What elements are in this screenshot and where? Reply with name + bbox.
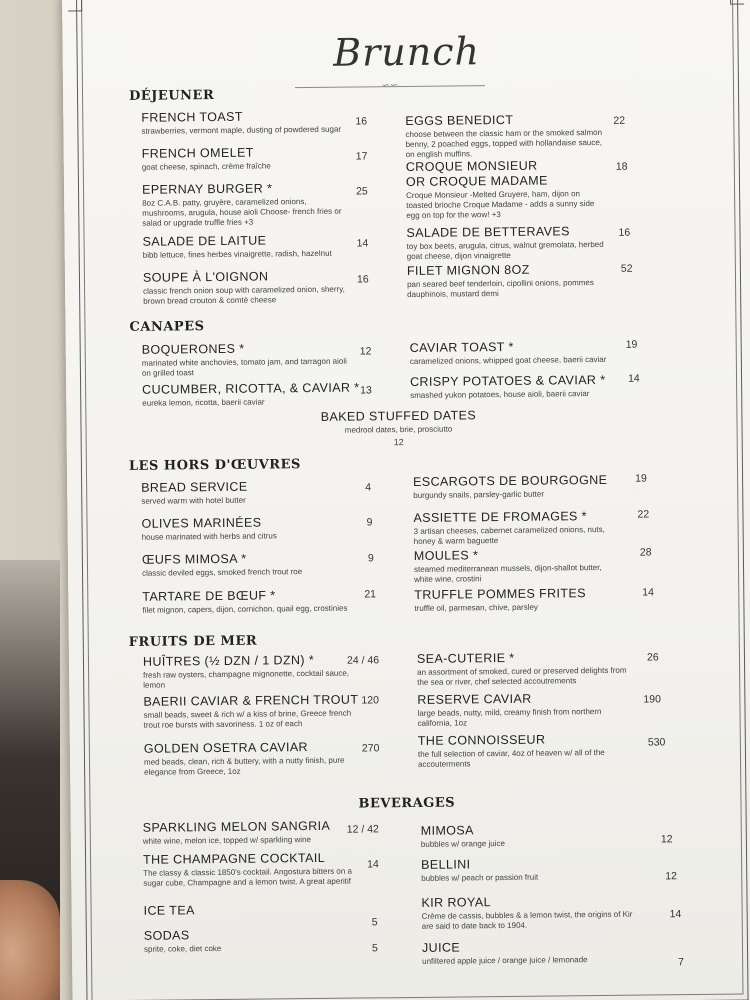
item-price: 14 — [627, 372, 640, 385]
item-name: ASSIETTE DE FROMAGES * — [413, 509, 587, 525]
menu-item — [142, 587, 372, 615]
item-desc: choose between the classic ham or the smoked salmon benny, 2 poached eggs, topped with hollandaise sauce, on english muffins. — [405, 127, 603, 160]
item-name: BREAD SERVICE — [141, 479, 248, 495]
item-name: FRENCH TOAST — [141, 109, 243, 125]
item-name: EGGS BENEDICT — [405, 112, 514, 129]
item-price: 14 — [669, 908, 682, 921]
menu-item — [142, 380, 372, 408]
item-price: 19 — [635, 472, 647, 485]
menu-item — [143, 652, 373, 690]
item-price: 12 — [665, 870, 678, 883]
item-price: 28 — [639, 546, 652, 559]
item-desc: sprite, coke, diet coke — [143, 943, 222, 954]
item-desc: bubbles w/ peach or passion fruit — [421, 872, 539, 883]
item-name: EPERNAY BURGER * — [141, 181, 273, 197]
item-desc: fresh raw oysters, champagne mignonette, cocktail sauce, lemon — [143, 668, 350, 690]
item-name: FILET MIGNON 8OZ — [406, 262, 530, 279]
item-name: CRISPY POTATOES & CAVIAR * — [409, 372, 606, 389]
item-desc: medrool dates, brie, prosciutto — [344, 424, 453, 435]
menu-item — [141, 478, 371, 506]
hand — [0, 880, 60, 1000]
item-desc: burgundy snails, parsley-garlic butter — [413, 489, 545, 500]
item-desc: white wine, melon ice, topped w/ sparkling wine — [142, 835, 311, 846]
item-price: 16 — [356, 273, 369, 286]
menu-item — [142, 180, 372, 228]
item-price: 22 — [637, 508, 650, 521]
menu-item — [142, 550, 372, 578]
item-name: TARTARE DE BŒUF * — [142, 588, 276, 604]
item-name: MOULES * — [413, 548, 479, 563]
menu-item — [405, 112, 635, 160]
item-name: SODAS — [143, 928, 190, 943]
section-beverages: BEVERAGES — [358, 795, 456, 812]
item-price: 270 — [361, 742, 380, 755]
item-name: SEA-CUTERIE * — [416, 650, 515, 666]
menu-item — [141, 108, 371, 136]
item-name: SPARKLING MELON SANGRIA — [142, 818, 331, 835]
item-name: ESCARGOTS DE BOURGOGNE — [413, 472, 608, 489]
menu-item — [142, 144, 372, 172]
item-desc: pan seared beef tenderloin, cipollini onions, pommes dauphinois, mustard demi — [406, 278, 594, 300]
item-desc: toy box beets, arugula, citrus, walnut gremolata, herbed goat cheese, dijon vinaigrette — [406, 239, 604, 262]
menu-card — [62, 0, 750, 1000]
item-desc: steamed mediterranean mussels, dijon-shallot butter, white wine, crostini — [413, 562, 602, 584]
item-name: THE CHAMPAGNE COCKTAIL — [142, 850, 326, 867]
item-desc: Crème de cassis, bubbles & a lemon twist, the origins of Kir are said to date back to 1904. — [421, 909, 633, 931]
section-canapes: CANAPES — [129, 319, 205, 335]
menu-item — [421, 821, 651, 849]
item-desc: 8oz C.A.B. patty, gruyère, caramelized onions, mushrooms, arugula, house aioli Choose- french fries or salad or upgrade truffle fries +3 — [142, 197, 342, 228]
item-name: BAERII CAVIAR & FRENCH TROUT — [143, 692, 359, 709]
menu-item — [410, 373, 640, 401]
item-desc: strawberries, vermont maple, dusting of powdered sugar — [141, 124, 342, 136]
menu-item — [413, 473, 643, 501]
item-name: JUICE — [421, 940, 461, 955]
item-price: 16 — [355, 115, 368, 128]
item-desc: small beads, sweet & rich w/ a kiss of brine, Greece french trout roe bursts with savoriness. 1 oz of each — [143, 708, 352, 730]
item-desc: Croque Monsieur -Melted Gruyere, ham, dijon on toasted brioche Croque Madame - adds a sunny side egg on top for the wow! +3 — [406, 189, 595, 221]
item-desc: smashed yukon potatoes, house aioli, baerii caviar — [410, 389, 590, 400]
item-price: 12 — [359, 345, 372, 358]
item-desc: goat cheese, spinach, crème fraîche — [141, 161, 271, 172]
item-price: 530 — [647, 736, 666, 749]
menu-item — [422, 938, 652, 966]
menu-item — [414, 547, 644, 585]
item-price: 12 — [393, 437, 404, 448]
item-name: THE CONNOISSEUR — [417, 732, 546, 748]
item-price: 16 — [618, 226, 631, 239]
item-name: BAKED STUFFED DATES — [320, 408, 477, 424]
menu-item — [144, 926, 374, 954]
menu-item — [414, 586, 644, 614]
item-name: TRUFFLE POMMES FRITES — [414, 586, 586, 602]
item-name: ICE TEA — [143, 903, 195, 918]
item-price: 9 — [366, 516, 373, 529]
menu-item — [410, 339, 640, 367]
item-name: ŒUFS MIMOSA * — [141, 551, 247, 567]
item-desc: an assortment of smoked, cured or preserved delights from the sea or river, chef selected accoutrements — [417, 665, 627, 687]
item-desc: The classy & classic 1850's cocktail. Angostura bitters on a sugar cube, Champagne and a lemon twist. A great aperitif — [143, 866, 352, 888]
section-dejeuner: DÉJEUNER — [128, 88, 215, 104]
item-name: BOQUERONES * — [141, 341, 245, 357]
menu-item — [143, 268, 373, 306]
item-name: CROQUE MONSIEUR OR CROQUE MADAME — [405, 158, 548, 190]
menu-item — [143, 818, 373, 846]
section-hors-doeuvres: LES HORS D'ŒUVRES — [128, 457, 301, 474]
corner-ornament — [730, 0, 744, 5]
menu-item — [143, 692, 373, 730]
item-price: 13 — [360, 384, 372, 397]
item-price: 25 — [356, 185, 368, 198]
item-name: CAVIAR TOAST * — [409, 339, 514, 355]
item-desc: marinated white anchovies, tomato jam, and tarragon aioli on grilled toast — [141, 356, 347, 378]
item-desc: filet mignon, capers, dijon, cornichon, quail egg, crostinies — [142, 603, 348, 615]
item-desc: eureka lemon, ricotta, baerii caviar — [142, 397, 265, 408]
item-price: 120 — [361, 694, 379, 707]
corner-ornament — [68, 0, 82, 12]
menu-item — [417, 650, 647, 688]
item-name: HUÎTRES (½ DZN / 1 DZN) * — [142, 652, 315, 669]
item-desc: bubbles w/ orange juice — [420, 839, 506, 849]
item-name: SALADE DE BETTERAVES — [406, 224, 570, 241]
item-price: 21 — [364, 588, 377, 601]
item-price: 7 — [678, 956, 685, 969]
menu-item — [417, 691, 647, 729]
section-fruits-de-mer: FRUITS DE MER — [128, 633, 258, 650]
menu-item-centered — [278, 408, 518, 449]
item-desc: the full selection of caviar, 4oz of heaven w/ all of the accouterments — [417, 747, 605, 769]
item-name: SALADE DE LAITUE — [142, 233, 267, 249]
menu-item — [141, 514, 371, 542]
item-desc: classic deviled eggs, smoked french trout roe — [142, 567, 303, 578]
item-name: KIR ROYAL — [421, 895, 491, 910]
item-desc: 3 artisan cheeses, cabernet caramelized onions, nuts, honey & warm baguette — [413, 524, 605, 546]
menu-title: Brunch — [332, 29, 481, 75]
item-price: 24 / 46 — [346, 654, 380, 667]
item-name: FRENCH OMELET — [141, 145, 254, 161]
menu-item — [143, 232, 373, 260]
item-name: BELLINI — [421, 857, 471, 872]
item-name: MIMOSA — [420, 823, 474, 838]
item-desc: med beads, clean, rich & buttery, with a nutty finish, pure elegance from Greece, 1oz — [143, 755, 345, 777]
menu-item — [406, 224, 636, 262]
item-desc: large beads, nutty, mild, creamy finish from northern california, 1oz — [417, 706, 602, 728]
item-price: 19 — [625, 338, 638, 351]
item-price: 9 — [367, 552, 374, 565]
menu-item — [144, 739, 374, 777]
item-price: 14 — [367, 858, 379, 871]
title-ornament: ∽∽ — [381, 80, 399, 92]
item-price: 26 — [646, 651, 659, 664]
item-price: 4 — [365, 481, 372, 494]
item-price: 14 — [356, 237, 369, 250]
item-name: SOUPE À L'OIGNON — [142, 269, 269, 285]
menu-item — [144, 901, 374, 918]
item-name: OLIVES MARINÉES — [141, 515, 262, 531]
item-name: GOLDEN OSETRA CAVIAR — [143, 740, 309, 756]
menu-item — [407, 262, 637, 300]
menu-item — [413, 509, 643, 547]
item-desc: house marinated with herbs and citrus — [141, 531, 277, 542]
menu-item — [143, 850, 373, 888]
item-price: 5 — [371, 942, 378, 955]
item-price: 18 — [615, 160, 628, 173]
item-price: 5 — [371, 916, 378, 929]
item-price: 17 — [355, 150, 368, 163]
menu-item — [421, 855, 651, 883]
menu-item — [142, 340, 372, 378]
item-desc: caramelized onions, whipped goat cheese, baerii caviar — [409, 354, 607, 366]
item-desc: unfiltered apple juice / orange juice / lemonade — [422, 955, 588, 966]
item-desc: bibb lettuce, fines herbes vinaigrette, radish, hazelnut — [142, 248, 332, 260]
item-price: 190 — [643, 693, 661, 706]
item-price: 12 — [660, 833, 673, 846]
item-desc: truffle oil, parmesan, chive, parsley — [414, 602, 538, 613]
menu-item — [421, 893, 651, 931]
item-price: 14 — [642, 586, 655, 599]
item-desc: served warm with hotel butter — [141, 495, 246, 506]
menu-item — [418, 732, 648, 770]
item-name: CUCUMBER, RICOTTA, & CAVIAR * — [142, 380, 360, 397]
item-price: 52 — [620, 262, 633, 275]
menu-item — [406, 158, 607, 221]
item-price: 12 / 42 — [346, 823, 379, 836]
item-name: RESERVE CAVIAR — [417, 691, 532, 707]
item-desc: classic french onion soup with caramelized onion, sherry, brown bread crouton & comtè cheese — [143, 284, 345, 306]
item-price: 22 — [613, 114, 626, 127]
